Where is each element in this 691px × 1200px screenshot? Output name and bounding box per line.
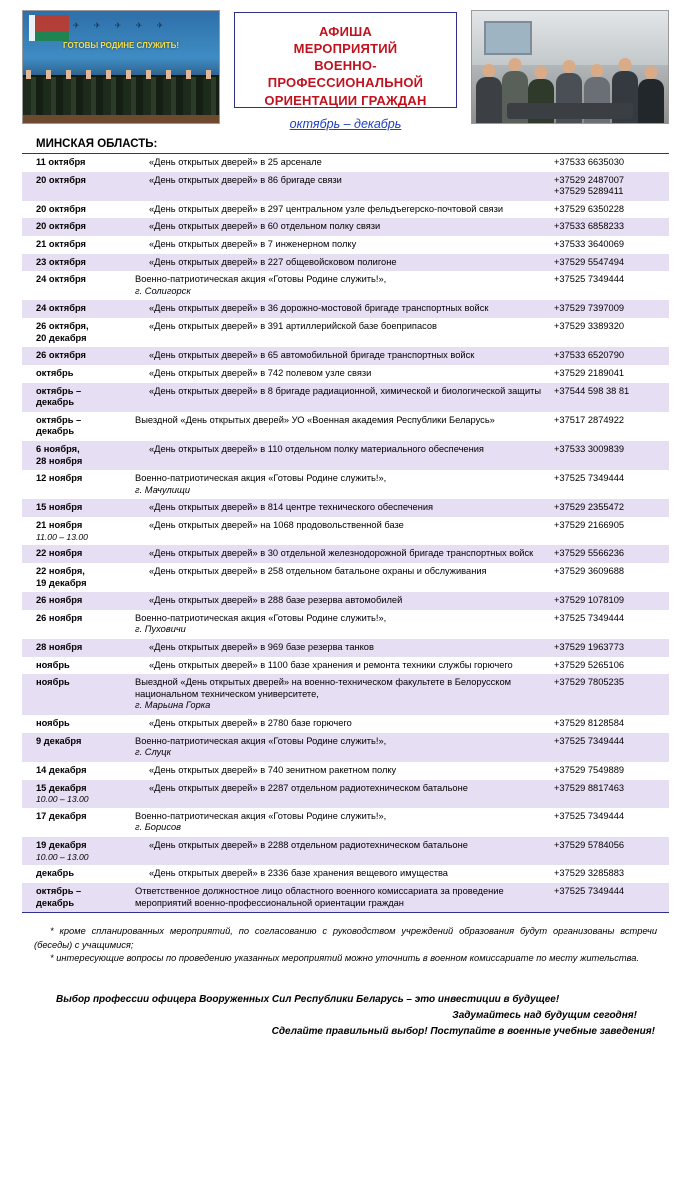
cell-event [131,470,550,499]
event-text: «День открытых дверей» в 25 арсенале [149,157,322,167]
phone-number: +37529 3609688 [554,565,625,576]
phone-number: +37529 7805235 [554,677,625,688]
event-text: Военно-патриотическая акция «Готовы Родине служить!», [135,810,387,821]
table-row [22,172,669,201]
table-row [22,470,669,499]
event-text: «День открытых дверей» в 740 зенитном ракетном полку [149,764,397,775]
cell-phone [550,592,669,610]
cell-date: 12 ноября [36,473,83,484]
event-text: Ответственное должностное лицо областного военного комиссариата за проведение мероприятий военно-профессиональной ориентации граждан [135,886,504,908]
phone-number: +37529 8817463 [554,782,625,793]
cell-event [131,657,550,675]
cell-event [131,347,550,365]
cell-date: ноябрь [36,718,70,729]
phone-number: +37529 3389320 [554,321,625,332]
cell-event [131,639,550,657]
table-row [22,592,669,610]
photo-ceremony [22,10,220,124]
event-text: «День открытых дверей» в 258 отдельном батальоне охраны и обслуживания [149,565,487,576]
cell-event [131,499,550,517]
event-text: «День открытых дверей» в 2336 базе хранения вещевого имущества [149,868,448,879]
cell-date: 23 октября [22,254,131,272]
cell-event [131,218,550,236]
event-location: г. Борисов [135,822,181,833]
cell-phone [550,470,669,499]
phone-number: +37529 7397009 [554,303,625,314]
phone-number: +37533 3640069 [554,239,625,250]
photo-caption: ГОТОВЫ РОДИНЕ СЛУЖИТЬ! [63,41,179,50]
phone-number: +37533 6858233 [554,221,625,232]
cell-time: 11.00 – 13.00 [36,531,88,542]
cell-event [131,592,550,610]
phone-number: +37529 8128584 [554,718,625,729]
table-row [22,365,669,383]
phone-number: +37529 5784056 [554,840,625,851]
cell-event [131,412,550,441]
birds-decor: ✈ ✈ ✈ ✈ ✈ [72,21,170,30]
phone-number: +37533 3009839 [554,443,625,454]
cell-phone [550,218,669,236]
phone-number: +37544 598 38 81 [554,385,630,396]
event-text: Военно-патриотическая акция «Готовы Родине служить!», [135,735,387,746]
cell-date: 24 октября [36,274,86,285]
phone-number: +37529 6350228 [554,203,625,214]
event-text: «День открытых дверей» в 742 полевом узле связи [149,367,372,378]
cell-phone [550,657,669,675]
table-row [22,318,669,347]
cell-phone [550,715,669,733]
table-row [22,347,669,365]
cell-phone [550,441,669,470]
poster-title-line-1: АФИША [319,24,372,39]
cell-date: 15 ноября [22,499,131,517]
cell-phone [550,733,669,762]
table-row [22,762,669,780]
cell-date: 20 октября [36,203,86,214]
cell-event [131,318,550,347]
cell-phone [550,236,669,254]
cell-event [131,441,550,470]
phone-number: +37529 3285883 [554,868,625,879]
event-text: Выездной «День открытых дверей» УО «Военная академия Республики Беларусь» [135,414,495,425]
cell-phone [550,545,669,563]
window-decor [484,21,532,55]
table-row [22,733,669,762]
notes-block [22,925,669,965]
cell-phone [550,762,669,780]
cell-event [131,154,550,172]
event-text: «День открытых дверей» в 7 инженерном полку [149,239,357,250]
cell-date: 21 ноября 11.00 – 13.00 [22,517,131,545]
table-row [22,545,669,563]
cell-event [131,201,550,219]
cell-phone [550,365,669,383]
event-text: «День открытых дверей» в 297 центральном узле фельдъегерско-почтовой связи [149,203,504,214]
cell-event [131,172,550,201]
cell-phone [550,271,669,300]
event-text: «День открытых дверей» на 1068 продовольственной базе [149,520,404,531]
event-text: «День открытых дверей» в 391 артиллерийской базе боеприпасов [149,321,437,332]
cell-date: 28 ноября [22,639,131,657]
cell-date: 11 октября [22,154,131,172]
event-text: Военно-патриотическая акция «Готовы Родине служить!», [135,473,387,484]
cell-phone [550,808,669,837]
table-row [22,639,669,657]
event-text: «День открытых дверей» в 969 базе резерва танков [149,642,374,653]
table-row [22,383,669,412]
phone-number: +37529 2355472 [554,502,625,513]
table-row [22,412,669,441]
phone-number: +37525 7349444 [554,886,625,897]
cell-date: 24 октября [22,300,131,318]
title-block [234,12,457,131]
cell-date: ноябрь [36,659,70,670]
cell-date: 20 октября [22,172,131,201]
phone-number: +37529 2166905 [554,520,625,531]
event-location: г. Солигорск [135,285,191,296]
cell-event [131,733,550,762]
cell-date: 26 ноября [36,612,83,623]
cell-event [131,254,550,272]
cell-time: 10.00 – 13.00 [36,851,89,862]
note-2: * интересующие вопросы по проведению указанных мероприятий можно уточнить в военном комиссариате по месту жительства. [50,953,640,964]
phone-number: +37529 5289411 [554,186,624,197]
poster-title-line-4: ОРИЕНТАЦИИ ГРАЖДАН [264,92,427,108]
cell-event [131,883,550,913]
table-row [22,517,669,545]
cell-event [131,610,550,639]
footer-line-2: Задумайтесь над будущим сегодня! [452,1009,637,1021]
table-row [22,563,669,592]
cell-date: 22 ноября, 19 декабря [36,565,87,588]
poster-header [22,10,669,131]
phone-number: +37525 7349444 [554,473,625,484]
table-row [22,865,669,883]
event-text: «День открытых дверей» в 86 бригаде связи [149,174,342,185]
table-row [22,254,669,272]
event-text: «День открытых дверей» в 65 автомобильной бригаде транспортных войск [149,350,475,361]
table-row [22,236,669,254]
cell-date: 26 октября [22,347,131,365]
event-text: «День открытых дверей» в 30 отдельной железнодорожной бригаде транспортных войск [149,548,534,559]
table-decor [507,103,632,119]
cell-event [131,365,550,383]
table-row [22,715,669,733]
cell-phone [550,318,669,347]
table-row [22,657,669,675]
event-text: Военно-патриотическая акция «Готовы Родине служить!», [135,612,387,623]
event-text: «День открытых дверей» в 2288 отдельном радиотехническом батальоне [149,840,468,851]
table-row [22,300,669,318]
cell-date: октябрь [36,367,74,378]
cell-date: 15 декабря 10.00 – 13.00 [22,780,131,808]
phone-number: +37533 6635030 [554,157,625,167]
cell-phone [550,347,669,365]
cell-phone [550,883,669,913]
cell-phone [550,412,669,441]
cell-event [131,517,550,545]
phone-number: +37529 5265106 [554,659,625,670]
cell-phone [550,300,669,318]
cell-phone [550,610,669,639]
cell-event [131,837,550,865]
cell-phone [550,639,669,657]
phone-number: +37529 2487007 [554,174,625,185]
phone-number: +37517 2874922 [554,414,625,425]
phone-number: +37529 2189041 [554,367,625,378]
table-row [22,808,669,837]
cell-event [131,674,550,715]
event-text: «День открытых дверей» в 60 отдельном полку связи [149,221,381,232]
cell-date: 14 декабря [36,764,87,775]
poster-title-line-2: МЕРОПРИЯТИЙ [293,41,398,57]
phone-number: +37529 5547494 [554,256,625,267]
stage-floor-decor [23,115,219,123]
cell-event [131,236,550,254]
cell-phone [550,563,669,592]
event-text: «День открытых дверей» в 2780 базе горючего [149,718,352,729]
cell-date: 20 октября [22,218,131,236]
poster-title-line-3: ВОЕННО-ПРОФЕССИОНАЛЬНОЙ [267,58,424,91]
events-table-body [22,154,669,913]
cell-date: 26 октября, 20 декабря [36,321,89,343]
cell-date: 9 декабря [22,733,131,762]
poster-subtitle: октябрь – декабрь [289,116,402,131]
cell-date: 19 декабря 10.00 – 13.00 [22,837,131,865]
event-text: Военно-патриотическая акция «Готовы Родине служить!», [135,274,387,285]
note-1: * кроме спланированных мероприятий, по согласованию с руководством учреждений образования будут организованы встречи (беседы) с учащимися; [34,926,657,950]
events-schedule-table [22,153,669,913]
phone-number: +37529 1078109 [554,595,625,606]
cell-event [131,545,550,563]
phone-number: +37533 6520790 [554,350,625,361]
event-text: Выездной «День открытых дверей» на военно-техническом факультете в Белорусском национальном техническом университете, [135,677,512,699]
cell-event [131,808,550,837]
event-location: г. Слуцк [135,747,171,758]
event-location: г. Мачулищи [135,484,191,495]
region-heading: МИНСКАЯ ОБЛАСТЬ: [36,138,158,150]
event-text: «День открытых дверей» в 2287 отдельном радиотехническом батальоне [149,782,468,793]
table-row [22,674,669,715]
cell-date: октябрь – декабрь [22,383,131,412]
phone-number: +37529 7549889 [554,764,625,775]
cell-event [131,563,550,592]
cell-event [131,300,550,318]
photo-event [471,10,669,124]
phone-number: +37525 7349444 [554,735,625,746]
cell-date: 17 декабря [36,810,87,821]
table-row [22,837,669,865]
cell-phone [550,254,669,272]
cell-phone [550,865,669,883]
phone-number: +37525 7349444 [554,810,625,821]
cell-event [131,780,550,808]
event-text: «День открытых дверей» в 814 центре технического обеспечения [149,502,434,513]
cell-event [131,762,550,780]
cell-date: 22 ноября [22,545,131,563]
cell-phone [550,674,669,715]
phone-number: +37529 1963773 [554,642,625,653]
phone-number: +37525 7349444 [554,274,625,285]
cell-event [131,271,550,300]
cell-phone [550,499,669,517]
table-row [22,201,669,219]
cell-phone [550,517,669,545]
cell-event [131,383,550,412]
cell-phone [550,201,669,219]
event-location: г. Пуховичи [135,624,186,635]
event-text: «День открытых дверей» в 227 общевойсковом полигоне [149,256,397,267]
table-row [22,883,669,913]
event-text: «День открытых дверей» в 1100 базе хранения и ремонта техники службы горючего [149,659,513,670]
cell-event [131,715,550,733]
phone-number: +37529 5566236 [554,548,625,559]
table-row [22,271,669,300]
footer-line-1: Выбор профессии офицера Вооруженных Сил Республики Беларусь – это инвестиции в будущее! [56,993,560,1005]
cell-phone [550,837,669,865]
cell-date: декабрь [36,868,75,879]
table-row [22,441,669,470]
cell-phone [550,383,669,412]
event-text: «День открытых дверей» в 110 отдельном полку материального обеспечения [149,443,484,454]
cell-phone [550,154,669,172]
cell-time: 10.00 – 13.00 [36,794,89,805]
cell-phone [550,172,669,201]
cell-date: ноябрь [22,674,131,715]
event-text: «День открытых дверей» в 288 базе резерва автомобилей [149,595,403,606]
table-row [22,499,669,517]
phone-number: +37525 7349444 [554,612,625,623]
cell-event [131,865,550,883]
footer-block [22,992,669,1040]
event-text: «День открытых дверей» в 8 бригаде радиационной, химической и биологической защиты [149,385,542,396]
cell-date: 26 ноября [22,592,131,610]
event-location: г. Марьина Горка [135,700,211,711]
cell-date: октябрь – декабрь [22,883,131,913]
table-row [22,780,669,808]
event-text: «День открытых дверей» в 36 дорожно-мостовой бригаде транспортных войск [149,303,489,314]
footer-line-3: Сделайте правильный выбор! Поступайте в военные учебные заведения! [271,1025,655,1037]
table-row [22,218,669,236]
people-decor [472,55,668,123]
table-row [22,154,669,172]
cell-phone [550,780,669,808]
cell-date: октябрь – декабрь [36,414,82,437]
cell-date: 6 ноября, 28 ноября [22,441,131,470]
table-row [22,610,669,639]
cell-date: 21 октября [36,239,86,250]
